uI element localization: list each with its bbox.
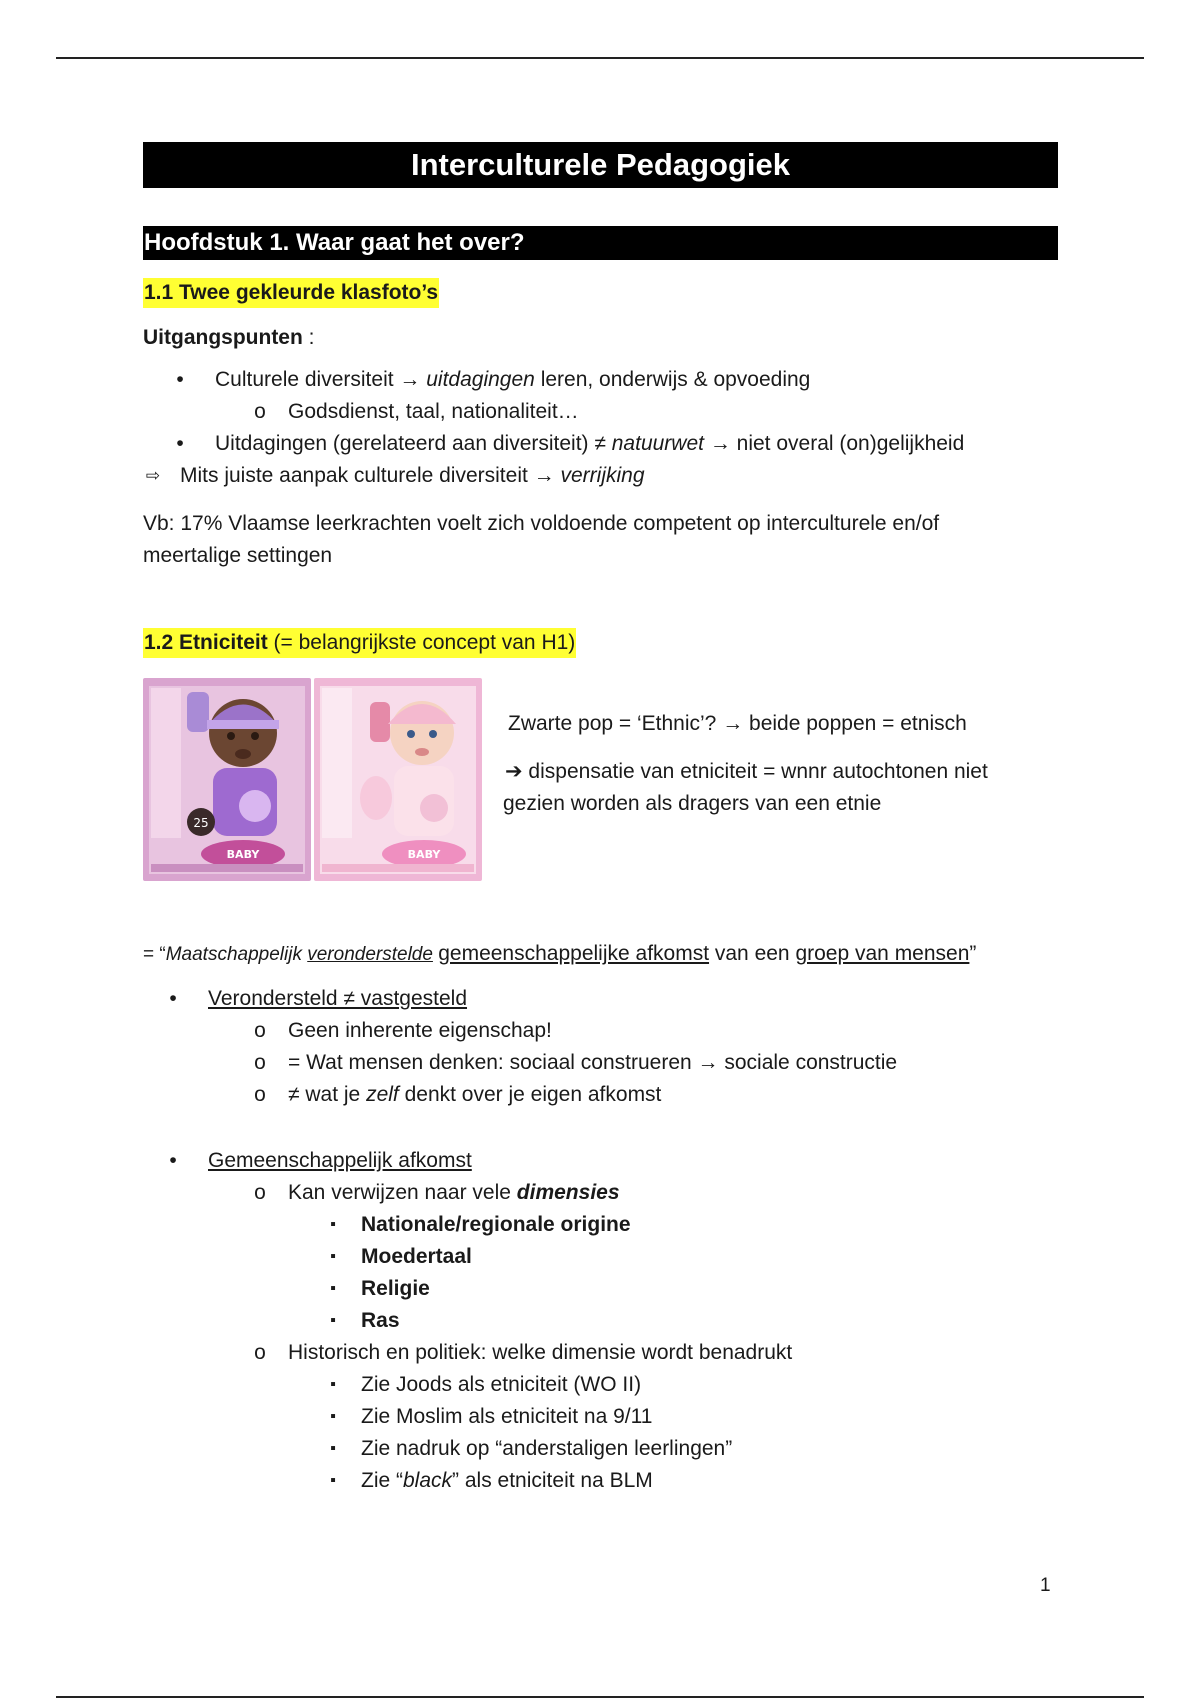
bullet-circle: o — [254, 1019, 266, 1042]
etniciteit-definition: = “Maatschappelijk veronderstelde gemeenschappelijke afkomst van een groep van mensen” — [143, 942, 977, 965]
list-item: o ≠ wat je zelf denkt over je eigen afkomst — [143, 1079, 1058, 1111]
list-item: • Gemeenschappelijk afkomst — [143, 1145, 1058, 1177]
chapter-heading: Hoofdstuk 1. Waar gaat het over? — [143, 226, 1058, 260]
bullet-circle: o — [254, 1341, 266, 1364]
bullet-square: ▪ — [330, 1472, 336, 1489]
doll-question: Zwarte pop = ‘Ethnic’? → beide poppen = etnisch — [508, 712, 967, 735]
bullet-disc: • — [169, 987, 177, 1010]
list-item: ▪ Nationale/regionale origine — [143, 1209, 1058, 1241]
header-rule — [56, 57, 1144, 59]
page-number: 1 — [1040, 1575, 1051, 1596]
document-title: Interculturele Pedagogiek — [143, 142, 1058, 188]
bullet-circle: o — [254, 1051, 266, 1074]
bullet-square: ▪ — [330, 1376, 336, 1393]
doll-comparison — [143, 678, 1058, 888]
document-body — [143, 142, 1058, 1497]
arrow-conclusion: ⇨ Mits juiste aanpak culturele diversiteit → verrijking — [143, 460, 1058, 492]
list-item: • Verondersteld ≠ vastgesteld — [143, 983, 1058, 1015]
list-item: ▪ Zie Joods als etniciteit (WO II) — [143, 1369, 1058, 1401]
arrow-icon: ⇨ — [145, 466, 161, 485]
list-item: o Kan verwijzen naar vele dimensies — [143, 1177, 1058, 1209]
verondersteld-list — [143, 983, 1058, 1111]
bullet-disc: • — [176, 432, 184, 455]
bullet-disc: • — [176, 368, 184, 391]
bullet-square: ▪ — [330, 1312, 336, 1329]
bullet-circle: o — [254, 1181, 266, 1204]
list-item: o Geen inherente eigenschap! — [143, 1015, 1058, 1047]
uitgangspunten-label: Uitgangspunten : — [143, 326, 315, 349]
list-item: • Culturele diversiteit → uitdagingen leren, onderwijs & opvoeding — [143, 364, 1058, 396]
example-paragraph: Vb: 17% Vlaamse leerkrachten voelt zich voldoende competent op interculturele en/of meertalige settingen — [143, 512, 940, 567]
bullet-square: ▪ — [330, 1216, 336, 1233]
footer-rule — [56, 1696, 1144, 1698]
svg-text:BABY: BABY — [407, 848, 441, 861]
doll-explanation — [503, 708, 1043, 820]
svg-text:BABY: BABY — [226, 848, 260, 861]
bullet-disc: • — [169, 1149, 177, 1172]
list-item: • Uitdagingen (gerelateerd aan diversiteit) ≠ natuurwet → niet overal (on)gelijkheid — [143, 428, 1058, 460]
list-item: o = Wat mensen denken: sociaal construeren → sociale constructie — [143, 1047, 1058, 1079]
list-item: o Historisch en politiek: welke dimensie wordt benadrukt — [143, 1337, 1058, 1369]
dispensatie-text: ➔ dispensatie van etniciteit = wnnr autochtonen niet gezien worden als dragers van een etnie — [503, 760, 988, 815]
bullet-square: ▪ — [330, 1408, 336, 1425]
gemeenschappelijk-list — [143, 1145, 1058, 1497]
section-1-1-heading-wrap — [143, 278, 1058, 308]
bullet-circle: o — [254, 1083, 266, 1106]
list-item: ▪ Religie — [143, 1273, 1058, 1305]
list-item: ▪ Zie Moslim als etniciteit na 9/11 — [143, 1401, 1058, 1433]
section-1-1-heading: 1.1 Twee gekleurde klasfoto’s — [143, 278, 439, 308]
section-1-2-heading-wrap — [143, 628, 1058, 658]
bullet-square: ▪ — [330, 1440, 336, 1457]
doll-image-dark — [143, 678, 311, 881]
list-item: ▪ Zie nadruk op “anderstaligen leerlingen” — [143, 1433, 1058, 1465]
section-1-2-heading: 1.2 Etniciteit (= belangrijkste concept van H1) — [143, 628, 576, 658]
list-item: ▪ Zie “black” als etniciteit na BLM — [143, 1465, 1058, 1497]
svg-text:25: 25 — [193, 816, 209, 830]
list-item: ▪ Moedertaal — [143, 1241, 1058, 1273]
list-item: o Godsdienst, taal, nationaliteit… — [143, 396, 1058, 428]
bullet-square: ▪ — [330, 1280, 336, 1297]
bullet-circle: o — [254, 400, 266, 423]
bullet-square: ▪ — [330, 1248, 336, 1265]
uitgangspunten-list — [143, 364, 1058, 492]
doll-image-light — [314, 678, 482, 881]
list-item: ▪ Ras — [143, 1305, 1058, 1337]
